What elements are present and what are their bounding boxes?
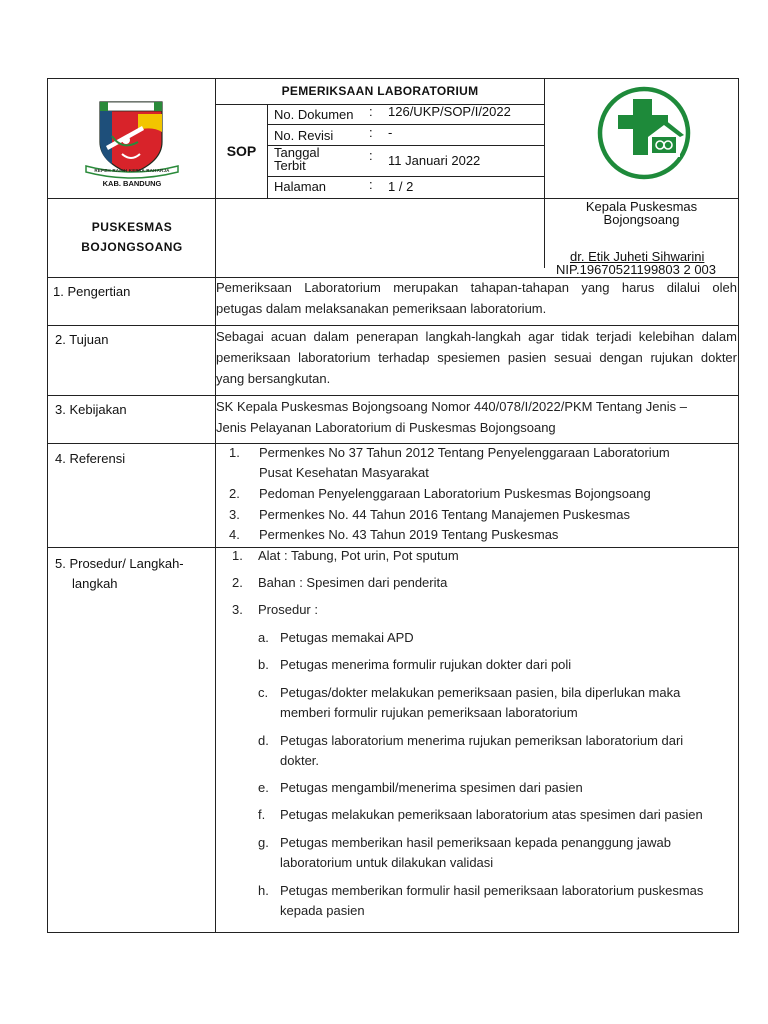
- referensi-item-text: Pusat Kesehatan Masyarakat: [259, 465, 429, 480]
- signer-title-line1: Kepala Puskesmas: [585, 199, 698, 214]
- referensi-item-text: Permenkes No. 43 Tahun 2019 Tentang Puskesmas: [259, 527, 559, 542]
- referensi-item-number: 2.: [229, 486, 240, 501]
- kab-bandung-crest-icon: [82, 96, 182, 192]
- prosedur-sub-text: Petugas/dokter melakukan pemeriksaan pasien, bila diperlukan maka: [280, 685, 681, 700]
- prosedur-sub-letter: b.: [258, 657, 269, 672]
- kebijakan-text-line: Jenis Pelayanan Laboratorium di Puskesmas Bojongsoang: [216, 420, 556, 435]
- header-divider: [544, 78, 545, 268]
- meta-sep: :: [369, 148, 373, 163]
- prosedur-sub-letter: e.: [258, 780, 269, 795]
- referensi-item-number: 3.: [229, 507, 240, 522]
- prosedur-sub-text: Petugas memberikan formulir hasil pemeriksaan laboratorium puskesmas: [280, 883, 704, 898]
- kab-bandung-logo: [82, 96, 182, 192]
- meta-label-no-revisi: No. Revisi: [274, 128, 334, 143]
- meta-label-halaman: Halaman: [274, 179, 327, 194]
- section-label-prosedur: 5. Prosedur/ Langkah-: [55, 556, 184, 571]
- prosedur-sub-text: kepada pasien: [280, 903, 365, 918]
- signer-nip: NIP.19670521199803 2 003: [556, 262, 717, 277]
- prosedur-sub-text: Petugas memakai APD: [280, 630, 414, 645]
- meta-value-tanggal-terbit: 11 Januari 2022: [388, 153, 481, 168]
- meta-row-line: [267, 124, 544, 125]
- prosedur-sub-text: Petugas melakukan pemeriksaan laboratorium atas spesimen dari pasien: [280, 807, 703, 822]
- referensi-item-number: 1.: [229, 445, 240, 460]
- prosedur-sub-letter: h.: [258, 883, 269, 898]
- meta-value-halaman: 1 / 2: [388, 179, 414, 194]
- crest-caption: KAB. BANDUNG: [102, 179, 162, 188]
- org-name-line1: PUSKESMAS: [91, 220, 173, 234]
- meta-sep: :: [369, 125, 373, 140]
- meta-label-no-dokumen: No. Dokumen: [274, 107, 354, 122]
- prosedur-step-number: 3.: [232, 602, 243, 617]
- meta-value-no-revisi: -: [388, 125, 393, 140]
- tujuan-text-line: Sebagai acuan dalam penerapan langkah-langkah agar tidak terjadi kelebihan dalam: [216, 329, 737, 344]
- referensi-item-text: Pedoman Penyelenggaraan Laboratorium Puskesmas Bojongsoang: [259, 486, 651, 501]
- crest-banner-text: REPEH RAPIH KERTA RAHARJA: [94, 168, 170, 173]
- prosedur-step-number: 2.: [232, 575, 243, 590]
- meta-label-tanggal-terbit: Tanggal Terbit: [274, 145, 320, 173]
- prosedur-step-text: Bahan : Spesimen dari penderita: [258, 575, 448, 590]
- section-label-prosedur: langkah: [72, 576, 118, 591]
- section-label-kebijakan: 3. Kebijakan: [55, 402, 127, 417]
- puskesmas-cross-icon: [596, 85, 692, 181]
- meta-sep: :: [369, 177, 373, 192]
- kebijakan-text-line: SK Kepala Puskesmas Bojongsoang Nomor 440/078/I/2022/PKM Tentang Jenis –: [216, 399, 687, 414]
- tujuan-text-line: pemeriksaan laboratorium terhadap spesiemen pasien sesuai dengan rujukan dokter: [216, 350, 737, 365]
- prosedur-step-text: Prosedur :: [258, 602, 318, 617]
- meta-label-divider: [267, 104, 268, 198]
- prosedur-sub-text: dokter.: [280, 753, 320, 768]
- signer-name: dr. Etik Juheti Sihwarini: [570, 249, 705, 264]
- prosedur-sub-letter: a.: [258, 630, 269, 645]
- referensi-item-text: Permenkes No. 44 Tahun 2016 Tentang Manajemen Puskesmas: [259, 507, 630, 522]
- prosedur-sub-letter: d.: [258, 733, 269, 748]
- pengertian-text-line: Pemeriksaan Laboratorium merupakan tahapan-tahapan yang harus dilalui oleh: [216, 280, 737, 295]
- signer-title-line2: Bojongsoang: [603, 212, 680, 227]
- section-label-referensi: 4. Referensi: [55, 451, 126, 466]
- meta-sep: :: [369, 104, 373, 119]
- prosedur-sub-text: memberi formulir rujukan pemeriksaan laboratorium: [280, 705, 578, 720]
- prosedur-sub-text: Petugas menerima formulir rujukan dokter dari poli: [280, 657, 572, 672]
- prosedur-sub-text: Petugas laboratorium menerima rujukan pemeriksan laboratorium dari: [280, 733, 684, 748]
- prosedur-step-text: Alat : Tabung, Pot urin, Pot sputum: [258, 548, 459, 563]
- puskesmas-logo: [596, 85, 692, 181]
- meta-row-line: [267, 176, 544, 177]
- document-title: PEMERIKSAAN LABORATORIUM: [281, 84, 479, 98]
- prosedur-sub-text: Petugas mengambil/menerima spesimen dari pasien: [280, 780, 583, 795]
- referensi-item-number: 4.: [229, 527, 240, 542]
- section-label-pengertian: 1. Pengertian: [53, 284, 131, 299]
- referensi-item-text: Permenkes No 37 Tahun 2012 Tentang Penyelenggaraan Laboratorium: [259, 445, 670, 460]
- tujuan-text-line: yang bersangkutan.: [216, 371, 331, 386]
- prosedur-sub-letter: f.: [258, 807, 266, 822]
- prosedur-sub-letter: g.: [258, 835, 269, 850]
- prosedur-sub-letter: c.: [258, 685, 269, 700]
- prosedur-sub-text: Petugas memberikan hasil pemeriksaan kepada penanggung jawab: [280, 835, 671, 850]
- section-label-tujuan: 2. Tujuan: [55, 332, 109, 347]
- meta-value-no-dokumen: 126/UKP/SOP/I/2022: [388, 104, 511, 119]
- org-name-line2: BOJONGSOANG: [81, 240, 183, 254]
- sop-label: SOP: [226, 143, 257, 159]
- pengertian-text-line: petugas dalam melaksanakan pemeriksaan laboratorium.: [216, 301, 547, 316]
- prosedur-step-number: 1.: [232, 548, 243, 563]
- column-divider: [215, 78, 216, 933]
- prosedur-sub-text: laboratorium untuk dilakukan validasi: [280, 855, 494, 870]
